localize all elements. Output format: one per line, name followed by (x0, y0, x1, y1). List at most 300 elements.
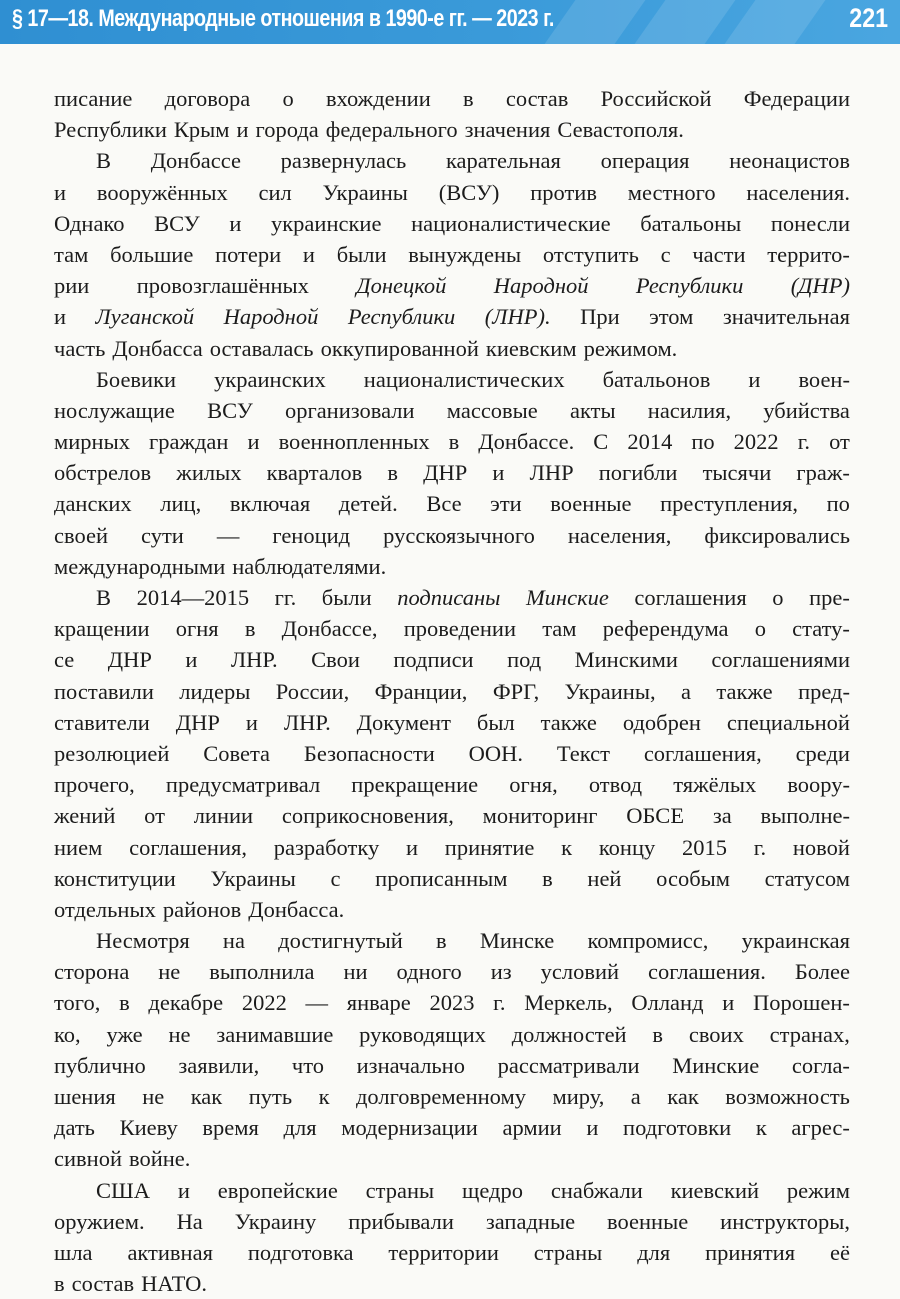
word: Луганской (95, 304, 195, 330)
word: Украину (234, 1208, 317, 1234)
word: мониторинг (482, 803, 598, 829)
header-decorative-stripe (725, 0, 826, 44)
word: (ВСУ) (438, 179, 500, 205)
word: Донбасса. (248, 896, 345, 922)
word: эти (490, 491, 522, 517)
word: В (96, 585, 112, 610)
word: режимом. (583, 335, 678, 361)
word: ней (587, 865, 622, 891)
text-line (54, 1019, 850, 1050)
word: путь (248, 1084, 293, 1109)
word: согла- (791, 1052, 850, 1078)
word: украинских (214, 366, 326, 392)
word: мирных (54, 429, 130, 455)
word: Совета (203, 740, 271, 766)
word: особым (656, 865, 730, 891)
word: националистические (411, 210, 611, 236)
word: украинские (271, 210, 382, 236)
word: новой (792, 834, 850, 860)
word: своей (54, 522, 109, 548)
text-line (54, 177, 850, 208)
word: фиксировались (704, 522, 850, 548)
word: Донбасса (112, 335, 203, 361)
text-line (54, 894, 850, 925)
word: страны (365, 1177, 435, 1203)
word: Олланд (631, 990, 704, 1016)
word: нием (54, 834, 103, 860)
word: о (772, 585, 784, 610)
word: январе (346, 990, 411, 1016)
word: 2023 (429, 990, 475, 1016)
word: страны (533, 1239, 603, 1265)
word: оставалась (209, 335, 314, 361)
word: ОБСЕ (626, 803, 685, 829)
text-line (54, 707, 850, 738)
text-line (54, 1237, 850, 1268)
word: декабре (148, 990, 224, 1016)
word: ДНР (175, 709, 220, 735)
body-text (54, 83, 850, 1299)
word: специальной (726, 709, 850, 735)
word: Украины (210, 865, 296, 891)
text-line (54, 1206, 850, 1237)
word: При (580, 304, 620, 330)
word: одобрен (622, 709, 701, 735)
word: г. (797, 429, 811, 455)
word: ЛНР. (283, 709, 331, 735)
word: НАТО. (141, 1271, 207, 1297)
word: — (305, 990, 329, 1016)
text-line (54, 613, 850, 644)
word: ФРГ, (492, 678, 540, 704)
word: что (291, 1052, 324, 1078)
word: по (826, 491, 850, 517)
text-line (54, 676, 850, 707)
chapter-title: § 17—18. Международные отношения в 1990-е гг. — 2023 г. (12, 5, 554, 32)
word: неонацистов (729, 148, 850, 174)
word: соглашения (634, 585, 747, 610)
word: пред- (798, 678, 850, 704)
word: состав (71, 1271, 135, 1297)
paragraph-first-line (54, 582, 850, 613)
word: Донбассе, (281, 616, 378, 642)
word: значения (464, 117, 551, 143)
word: концу (598, 834, 656, 860)
word: выполнила (209, 959, 315, 985)
word: террито- (767, 241, 850, 267)
word: вынуждены (408, 241, 522, 267)
word: время (202, 1115, 259, 1141)
word: Республики (54, 117, 167, 143)
word: из (490, 959, 512, 985)
word: и (748, 366, 761, 392)
word: города (255, 117, 319, 143)
word: Украины (322, 179, 408, 205)
word: заявили, (178, 1052, 260, 1078)
word: конституции (54, 865, 176, 891)
word: её (829, 1239, 850, 1265)
word: батальонов (602, 366, 711, 392)
word: воору- (787, 772, 850, 798)
word: был (476, 709, 515, 735)
word: о (282, 86, 294, 111)
word: ставители (54, 709, 150, 735)
word: большие (110, 241, 194, 267)
word: организовали (284, 397, 415, 423)
word: отступить (542, 241, 639, 267)
word: щедро (462, 1177, 523, 1203)
word: в (436, 928, 447, 954)
word: местного (627, 179, 716, 205)
word: долговременному (355, 1084, 526, 1109)
word: одного (396, 959, 462, 985)
word: о (754, 616, 766, 642)
word: Все (426, 491, 462, 517)
word: стату- (792, 616, 850, 642)
word: были (321, 585, 372, 610)
word: Меркель, (524, 990, 613, 1016)
word: лиц, (160, 491, 202, 517)
word: прочего, (54, 772, 135, 798)
word: ВСУ (207, 397, 253, 423)
word: геноцид (272, 522, 351, 548)
word: изначально (356, 1052, 465, 1078)
word: Минские (525, 585, 609, 610)
text-line (54, 800, 850, 831)
word: референдума (602, 616, 729, 642)
word: киевский (670, 1177, 760, 1203)
word: в (542, 865, 553, 891)
word: условий (540, 959, 620, 985)
word: 2015 (682, 834, 727, 860)
word: наблюдателями. (232, 553, 387, 579)
word: и (247, 429, 260, 455)
text-line (54, 1112, 850, 1143)
word: как (190, 1084, 223, 1109)
word: киевским (485, 335, 577, 361)
word: значительная (722, 304, 850, 330)
word: подписаны (397, 585, 501, 610)
text-line (54, 644, 850, 675)
word: и (492, 460, 505, 486)
word: того, (54, 990, 101, 1016)
word: там (542, 616, 577, 642)
word: акты (570, 397, 616, 423)
text-line (54, 301, 850, 332)
word: под (507, 647, 542, 673)
word: в (652, 1021, 664, 1047)
word: а (630, 1084, 641, 1109)
word: договора (164, 86, 251, 111)
word: националистических (363, 366, 565, 392)
word: провозглашённых (136, 273, 309, 299)
page-header-band (0, 0, 900, 44)
word: Севастополя. (557, 117, 684, 143)
word: были (336, 241, 387, 267)
word: Несмотря (96, 928, 190, 954)
word: ООН. (468, 740, 524, 766)
word: се (54, 647, 75, 673)
word: кращении (54, 616, 150, 642)
word: С (593, 429, 609, 455)
word: карательная (445, 148, 561, 174)
word: западные (485, 1208, 576, 1234)
word: соприкосновения, (281, 803, 454, 829)
word: с (660, 241, 671, 267)
header-decorative-stripe (545, 0, 646, 44)
word: там (54, 241, 89, 267)
text-line (54, 987, 850, 1018)
word: Текст (556, 740, 610, 766)
word: г. (493, 990, 506, 1016)
word: Федерации (743, 86, 850, 111)
text-line (54, 239, 850, 270)
word: (ДНР) (790, 273, 850, 299)
word: детей. (338, 491, 398, 517)
word: модернизации (341, 1115, 478, 1141)
word: г. (753, 834, 767, 860)
word: воен- (798, 366, 850, 392)
word: и (177, 1177, 190, 1203)
word: русскоязычного (383, 522, 535, 548)
word: к (318, 1084, 330, 1109)
word: от (144, 803, 165, 829)
text-line (54, 395, 850, 426)
word: снабжали (550, 1177, 643, 1203)
word: кварталов (266, 460, 363, 486)
word: должностей (511, 1021, 627, 1047)
word: Боевики (96, 366, 177, 392)
text-line (54, 333, 850, 364)
word: территории (388, 1239, 499, 1265)
word: принятия (705, 1239, 796, 1265)
word: огня (175, 616, 219, 642)
word: в (448, 429, 460, 455)
word: массовые (446, 397, 538, 423)
text-line (54, 83, 850, 114)
word: Республики (347, 304, 456, 330)
word: военные (550, 491, 632, 517)
word: занимавшие (216, 1021, 334, 1047)
word: достигнутый (278, 928, 403, 954)
text-line (54, 956, 850, 987)
word: части (692, 241, 746, 267)
word: соглашениями (711, 647, 850, 673)
word: писание (54, 86, 133, 111)
word: и (245, 709, 258, 735)
paragraph-first-line (54, 364, 850, 395)
word: также (716, 678, 773, 704)
word: подготовка (247, 1239, 354, 1265)
word: шла (54, 1239, 93, 1265)
word: в (462, 86, 474, 111)
word: в (387, 460, 398, 486)
word: разработку (273, 834, 380, 860)
text-line (54, 863, 850, 894)
page-number: 221 (849, 3, 888, 33)
word: тысячи (702, 460, 772, 486)
word: предусматривал (165, 772, 321, 798)
word: к (755, 1115, 767, 1141)
word: своих (688, 1021, 744, 1047)
word: на (222, 928, 245, 954)
word: в (54, 1271, 65, 1297)
word: агрес- (791, 1115, 850, 1141)
word: и (722, 990, 735, 1016)
word: подписи (393, 647, 474, 673)
text-line (54, 832, 850, 863)
word: Минские (672, 1052, 760, 1078)
word: за (712, 803, 732, 829)
word: лидеры (179, 678, 251, 704)
paragraph-first-line (54, 925, 850, 956)
word: в (119, 990, 130, 1016)
word: среди (795, 740, 850, 766)
word: европейские (217, 1177, 338, 1203)
word: гг. (274, 585, 297, 610)
word: соглашения, (643, 740, 762, 766)
word: не (158, 959, 181, 985)
word: отдельных (54, 896, 156, 922)
text-line (54, 208, 850, 239)
word: Донбассе (150, 148, 241, 174)
word: рии (54, 273, 90, 299)
word: ни (343, 959, 368, 985)
text-line (54, 769, 850, 800)
word: пре- (809, 585, 850, 610)
word: Безопасности (303, 740, 435, 766)
word: оружием. (54, 1208, 145, 1234)
word: Донецкой (356, 273, 447, 299)
word: нослужащие (54, 397, 175, 423)
word: и (229, 210, 242, 236)
header-decorative-stripe (635, 0, 736, 44)
word: Однако (54, 210, 125, 236)
word: включая (229, 491, 311, 517)
word: 2022 (733, 429, 779, 455)
word: также (540, 709, 597, 735)
word: тяжёлых (673, 772, 757, 798)
word: батальоны (640, 210, 742, 236)
word: от (829, 429, 850, 455)
word: вхождении (325, 86, 431, 111)
word: ЛНР. (230, 647, 278, 673)
text-line (54, 1050, 850, 1081)
word: прописанным (375, 865, 508, 891)
word: Свои (311, 647, 360, 673)
word: Минскими (574, 647, 678, 673)
word: граж- (796, 460, 850, 486)
word: Народной (493, 273, 589, 299)
word: Республики (635, 273, 744, 299)
word: странах, (769, 1021, 850, 1047)
word: ЛНР (529, 460, 574, 486)
word: развернулась (280, 148, 407, 174)
word: и (302, 241, 315, 267)
word: часть (54, 335, 106, 361)
word: линии (193, 803, 254, 829)
word: сторона (54, 959, 130, 985)
word: Российской (600, 86, 712, 111)
word: В (96, 148, 112, 174)
text-line (54, 488, 850, 519)
word: поставили (54, 678, 154, 704)
word: ВСУ (154, 210, 200, 236)
word: погибли (598, 460, 678, 486)
word: выполне- (760, 803, 850, 829)
word: жений (54, 803, 116, 829)
word: 2022 (241, 990, 287, 1016)
word: по (691, 429, 715, 455)
word: граждан (148, 429, 229, 455)
word: а (681, 678, 691, 704)
word: и (236, 117, 249, 143)
word: миру, (552, 1084, 605, 1109)
word: — (216, 522, 240, 548)
word: против (530, 179, 597, 205)
word: компромисс, (587, 928, 709, 954)
word: принятие (444, 834, 535, 860)
word: населения. (746, 179, 850, 205)
word: оккупированной (320, 335, 479, 361)
word: соглашения, (129, 834, 247, 860)
word: для (637, 1239, 671, 1265)
word: преступления, (660, 491, 798, 517)
word: операция (600, 148, 690, 174)
word: Минске (479, 928, 555, 954)
word: огня, (509, 772, 558, 798)
word: (ЛНР). (484, 304, 551, 330)
word: прекращение (351, 772, 479, 798)
word: военнопленных (278, 429, 430, 455)
word: сути (141, 522, 184, 548)
word: населения, (567, 522, 672, 548)
word: России, (275, 678, 350, 704)
word: статусом (764, 865, 850, 891)
word: вооружённых (96, 179, 228, 205)
word: шения (54, 1084, 116, 1109)
word: Документ (356, 709, 451, 735)
word: Киеву (119, 1115, 178, 1141)
text-line (54, 426, 850, 457)
text-line (54, 114, 850, 145)
word: руководящих (359, 1021, 486, 1047)
paragraph-first-line (54, 145, 850, 176)
word: ДНР (107, 647, 152, 673)
word: и (405, 834, 419, 860)
word: На (176, 1208, 203, 1234)
word: понесли (770, 210, 850, 236)
word: 2014—2015 (136, 585, 250, 610)
word: рассматривали (497, 1052, 640, 1078)
word: федерального (325, 117, 458, 143)
word: Украины, (564, 678, 656, 704)
word: инструкторы, (720, 1208, 850, 1234)
word: состав (505, 86, 569, 111)
word: и (54, 304, 67, 330)
word: как (667, 1084, 699, 1109)
word: соглашения. (648, 959, 766, 985)
word: ко, (54, 1021, 81, 1047)
word: Народной (223, 304, 319, 330)
text-line (54, 457, 850, 488)
text-line (54, 1143, 850, 1174)
word: Более (794, 959, 850, 985)
text-line (54, 1268, 850, 1299)
word: Порошен- (753, 990, 850, 1016)
word: возможность (725, 1084, 850, 1109)
word: отвод (588, 772, 643, 798)
